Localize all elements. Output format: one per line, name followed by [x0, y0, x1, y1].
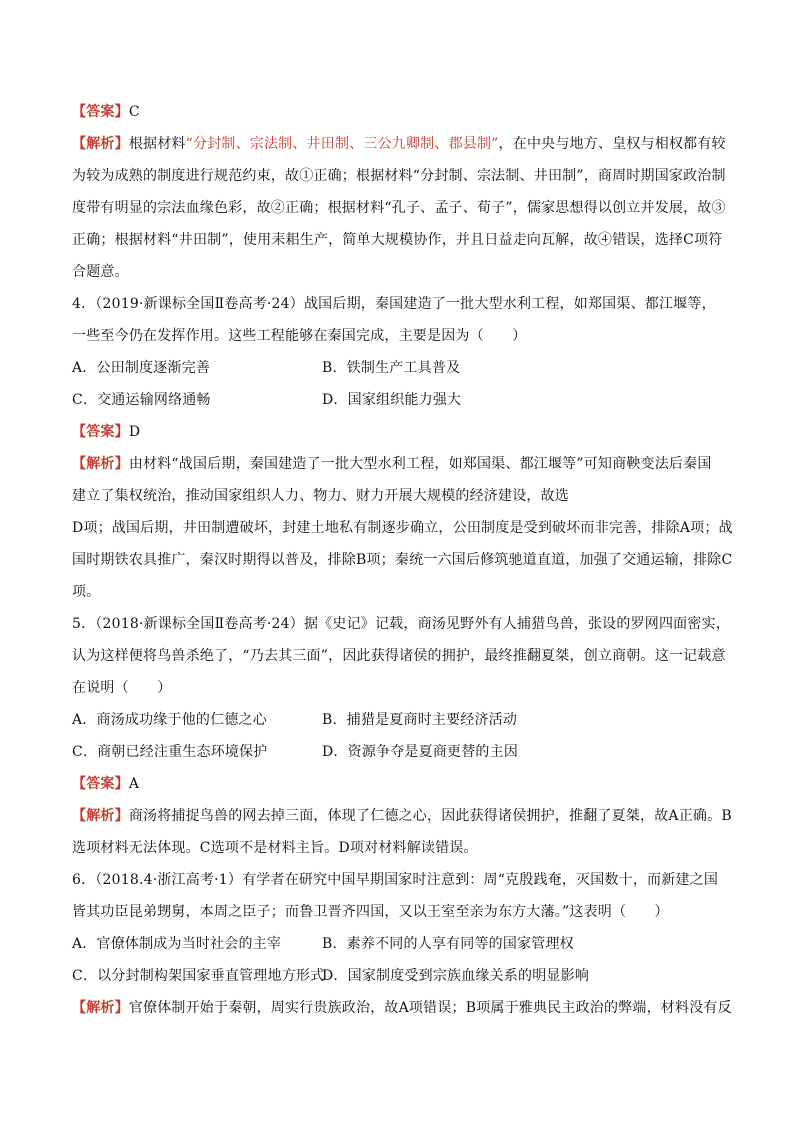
question-stem: 5．（2018·新课标全国Ⅱ卷高考·24）据《史记》记载，商汤见野外有人捕猎鸟兽，张设的罗网四面密实， [72, 616, 730, 632]
answer-tag: 【答案】 [72, 424, 129, 440]
analysis-line: D项；战国后期，井田制遭破坏，封建土地私有制逐步确立，公田制度是受到破坏而非完善，排除A项；战 [72, 520, 733, 536]
option-c: C．商朝已经注重生态环境保护 [72, 744, 268, 760]
answer-line [72, 96, 724, 128]
option-d: D．资源争夺是夏商更替的主因 [322, 744, 519, 760]
options-row [72, 384, 724, 416]
option-c: C．交通运输网络通畅 [72, 392, 211, 408]
option-c: C．以分封制构架国家垂直管理地方形式 [72, 968, 325, 984]
option-b: B．素养不同的人享有同等的国家管理权 [322, 936, 574, 952]
analysis-line: 正确；根据材料“井田制”，使用耒耜生产，简单大规模协作，并且日益走向瓦解，故④错误，选择C项符 [72, 232, 723, 248]
answer-line [72, 416, 724, 448]
question-stem: 一些至今仍在发挥作用。这些工程能够在秦国完成，主要是因为（ ） [72, 328, 527, 344]
options-row [72, 960, 724, 992]
answer-tag: 【答案】 [72, 104, 129, 120]
analysis-line: 项。 [72, 584, 101, 600]
answer-value: C [128, 104, 140, 120]
analysis-line: 【解析】商汤将捕捉鸟兽的网去掉三面，体现了仁德之心，因此获得诸侯拥护，推翻了夏桀，故A正确。B [72, 808, 732, 824]
question-stem: 认为这样便将鸟兽杀绝了，“乃去其三面”，因此获得诸侯的拥护，最终推翻夏桀，创立商朝。这一记载意 [72, 648, 726, 664]
option-b: B．铁制生产工具普及 [322, 360, 461, 376]
option-d: D．国家制度受到宗族血缘关系的明显影响 [322, 968, 590, 984]
analysis-line: 合题意。 [72, 264, 129, 280]
options-row [72, 736, 724, 768]
answer-tag: 【答案】 [72, 776, 129, 792]
analysis-tag: 【解析】 [72, 136, 129, 152]
option-b: B．捕猎是夏商时主要经济活动 [322, 712, 518, 728]
option-a: A．公田制度逐渐完善 [72, 360, 211, 376]
analysis-line: 为较为成熟的制度进行规范约束，故①正确；根据材料“分封制、宗法制、井田制”，商周时期国家政治制 [72, 168, 726, 184]
option-a: A．商汤成功缘于他的仁德之心 [72, 712, 267, 728]
question-stem: 6．（2018.4·浙江高考·1）有学者在研究中国早期国家时注意到：周“克殷践奄，灭国数十，而新建之国 [72, 872, 719, 888]
answer-value: A [128, 776, 140, 792]
options-row [72, 704, 724, 736]
analysis-line: 【解析】由材料“战国后期，秦国建造了一批大型水利工程，如郑国渠、都江堰等”可知商鞅变法后秦国 [72, 456, 712, 472]
analysis-tag: 【解析】 [72, 1000, 129, 1016]
analysis-line: 建立了集权统治，推动国家组织人力、物力、财力开展大规模的经济建设，故选 [72, 488, 569, 504]
analysis-line: 国时期铁农具推广，秦汉时期得以普及，排除B项；秦统一六国后修筑驰道直道，加强了交通运输，排除C [72, 552, 733, 568]
question-stem: 在说明（ ） [72, 680, 172, 696]
options-row [72, 928, 724, 960]
quoted-material: “分封制、宗法制、井田制、三公九卿制、郡县制” [185, 136, 499, 152]
question-stem: 皆其功臣昆弟甥舅，本周之臣子；而鲁卫晋齐四国，又以王室至亲为东方大藩。”这表明（ ） [72, 904, 669, 920]
option-a: A．官僚体制成为当时社会的主宰 [72, 936, 282, 952]
answer-value: D [128, 424, 141, 440]
analysis-line: 【解析】根据材料“分封制、宗法制、井田制、三公九卿制、郡县制”，在中央与地方、皇权与相权都有较 [72, 136, 726, 152]
analysis-tag: 【解析】 [72, 456, 129, 472]
analysis-line: 度带有明显的宗法血缘色彩，故②正确；根据材料“孔子、孟子、荀子”，儒家思想得以创立并发展，故③ [72, 200, 726, 216]
options-row [72, 352, 724, 384]
exam-page [72, 96, 733, 1024]
option-d: D．国家组织能力强大 [322, 392, 462, 408]
analysis-tag: 【解析】 [72, 808, 129, 824]
analysis-line: 选项材料无法体现。C选项不是材料主旨。D项对材料解读错误。 [72, 840, 478, 856]
answer-line [72, 768, 724, 800]
analysis-line: 【解析】官僚体制开始于秦朝，周实行贵族政治，故A项错误；B项属于雅典民主政治的弊端，材料没有反 [72, 1000, 732, 1016]
question-stem: 4．（2019·新课标全国Ⅱ卷高考·24）战国后期，秦国建造了一批大型水利工程，如郑国渠、都江堰等， [72, 296, 716, 312]
